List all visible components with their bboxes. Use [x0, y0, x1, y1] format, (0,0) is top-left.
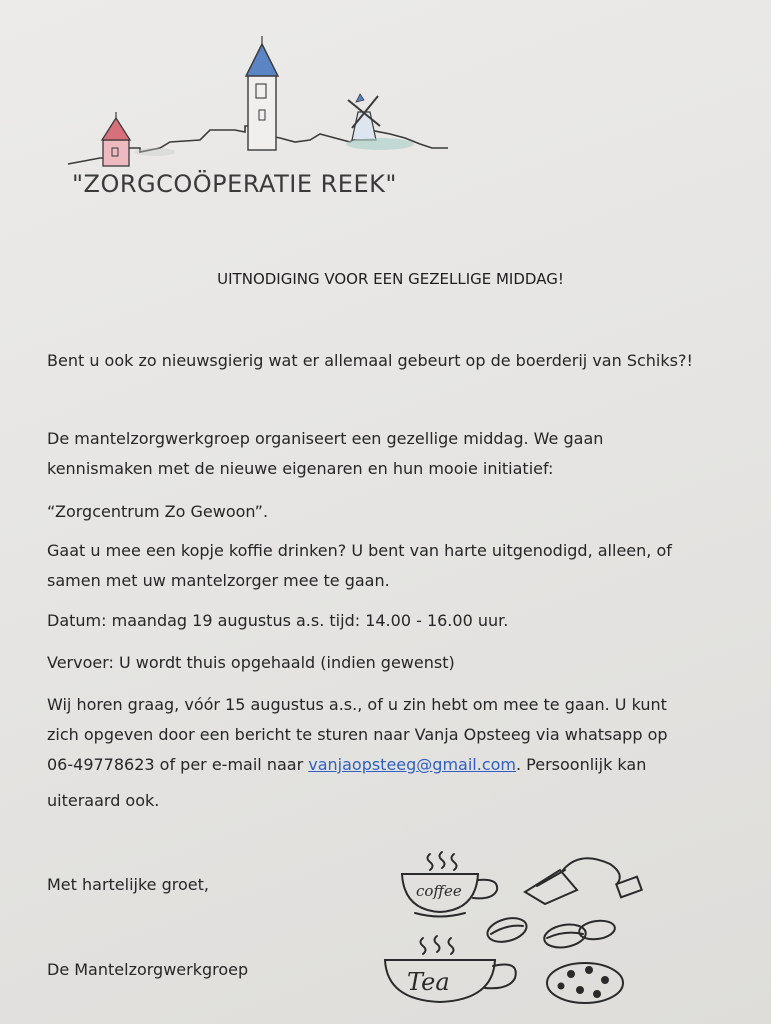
signature: De Mantelzorgwerkgroep [47, 960, 249, 979]
intro-line-2: kennismaken met de nieuwe eigenaren en hun mooie initiatief: [47, 459, 554, 478]
coffee-label: coffee [416, 882, 462, 900]
greeting: Met hartelijke groet, [47, 875, 209, 894]
reply-line-2: zich opgeven door een bericht te sturen naar Vanja Opsteeg via whatsapp op [47, 725, 668, 744]
invite-line-2: samen met uw mantelzorger mee te gaan. [47, 571, 390, 590]
coffee-tea-illustration [375, 840, 665, 1020]
intro-line-1: De mantelzorgwerkgroep organiseert een gezellige middag. We gaan [47, 429, 604, 448]
reply-line-4: uiteraard ook. [47, 791, 160, 810]
reply-line-3 [47, 750, 646, 780]
email-link[interactable]: vanjaopsteeg@gmail.com [308, 755, 516, 774]
coffee-beans-icon [485, 914, 616, 950]
reply-line-3-end: . Persoonlijk kan [516, 755, 647, 774]
tea-cup-icon [385, 936, 516, 1002]
tea-label: Tea [407, 968, 450, 996]
church-tower [246, 36, 278, 150]
reply-line-3-start: 06-49778623 of per e-mail naar [47, 755, 309, 774]
invite-line-1: Gaat u mee een kopje koffie drinken? U bent van harte uitgenodigd, alleen, of [47, 541, 672, 560]
windmill [348, 94, 380, 140]
small-tower [102, 112, 130, 166]
village-skyline-logo [60, 30, 460, 180]
initiative-name: “Zorgcentrum Zo Gewoon”. [47, 502, 269, 521]
letter-heading: UITNODIGING VOOR EEN GEZELLIGE MIDDAG! [217, 270, 564, 288]
org-name: "ZORGCOÖPERATIE REEK" [72, 170, 397, 198]
transport-line: Vervoer: U wordt thuis opgehaald (indien gewenst) [47, 653, 455, 672]
teabag-icon [525, 858, 642, 904]
reply-line-1: Wij horen graag, vóór 15 augustus a.s., of u zin hebt om mee te gaan. U kunt [47, 695, 667, 714]
question-line: Bent u ook zo nieuwsgierig wat er allemaal gebeurt op de boerderij van Schiks?! [47, 351, 693, 370]
cookie-icon [547, 963, 623, 1003]
coffee-cup-icon [402, 852, 497, 917]
date-line: Datum: maandag 19 augustus a.s. tijd: 14.00 - 16.00 uur. [47, 611, 509, 630]
